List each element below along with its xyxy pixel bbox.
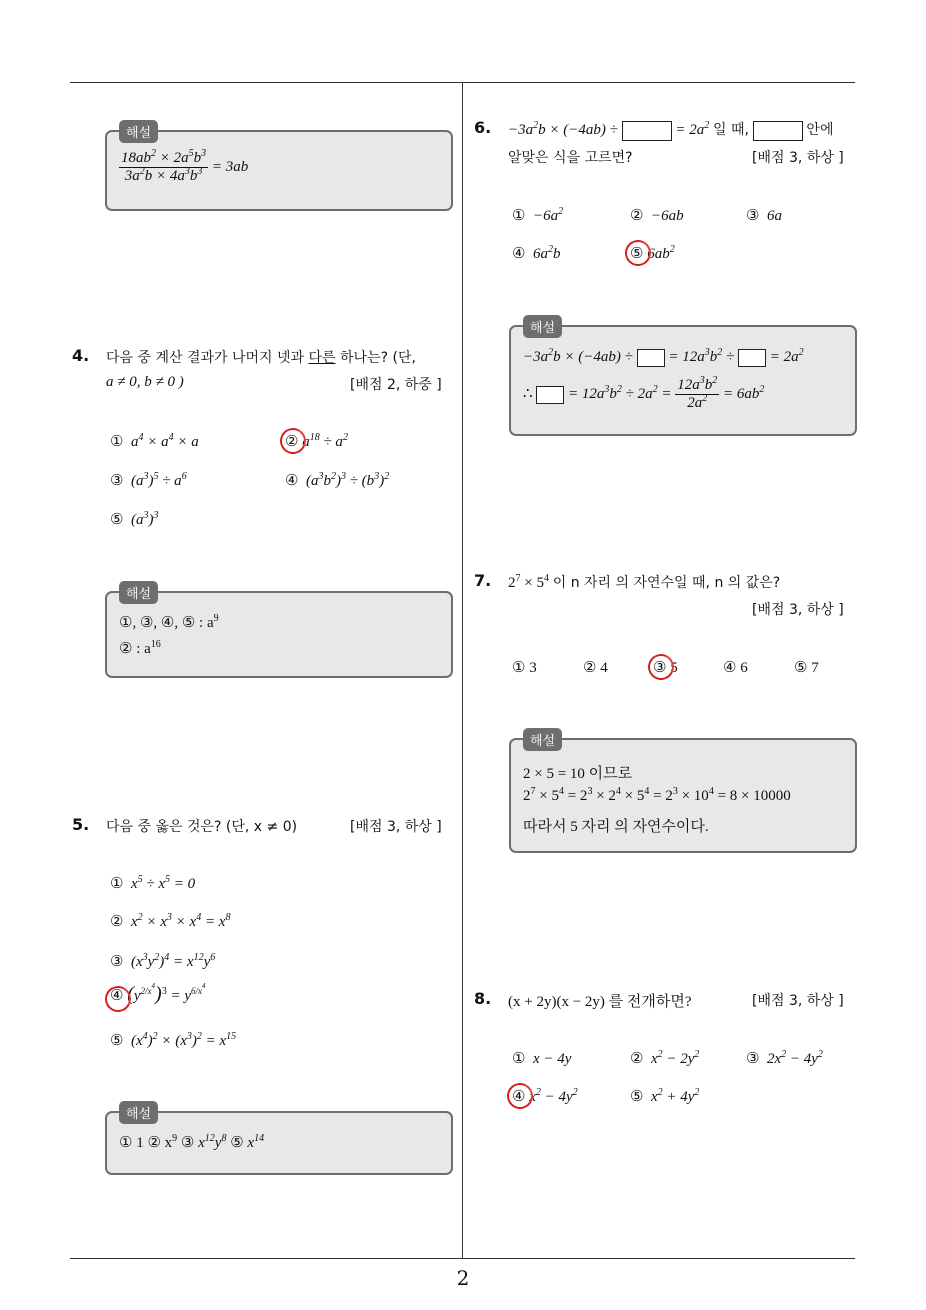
answer-mark: [276, 424, 309, 457]
page-number: 2: [456, 1266, 470, 1290]
q4-option-1[interactable]: ① $a^4 \times a^4 \times a$: [110, 432, 199, 450]
q7-question: $2^7 \times 5^4$ 이 n 자리 의 자연수일 때, n 의 값은?: [508, 573, 781, 591]
q5-option-5[interactable]: ⑤ $(x^4)^2 \times (x^3)^2 = x^{15}$: [110, 1031, 237, 1049]
q4-explanation-box: [105, 587, 453, 678]
q6-explanation-line-1: $-3a^2b \times (-4ab)$ ÷ = $12a^3b^2$ ÷ = $2a^2$: [523, 347, 804, 366]
q5-explanation-text: ① 1 ② $x^9$ ③ $x^{12}y^8$ ⑤ $x^{14}$: [119, 1133, 265, 1151]
q4-meta: [배점 2, 하중 ]: [350, 377, 442, 393]
q6-option-1[interactable]: ① $-6a^2$: [512, 206, 564, 224]
q6-option-2[interactable]: ② −6ab: [630, 208, 684, 224]
q8-option-3[interactable]: ③ $2x^2 - 4y^2$: [746, 1049, 823, 1067]
q7-option-1[interactable]: ① 3: [512, 660, 537, 676]
q4-number: 4.: [72, 346, 90, 365]
q6-explanation-box: [509, 321, 857, 436]
q4-explanation-line-2: ② : $a^{16}$: [119, 639, 161, 657]
q5-meta: [배점 3, 하상 ]: [350, 819, 442, 835]
q6-option-5[interactable]: ⑤ $6ab^2$: [630, 244, 675, 262]
q8-option-4[interactable]: ④ $x^2 - 4y^2$: [512, 1087, 578, 1105]
q5-option-4[interactable]: ④ $(y^{2/x^4})^3 = y^{6/x^4}$: [110, 982, 206, 1005]
bottom-rule: [70, 1258, 855, 1259]
q4-option-5[interactable]: ⑤ $(a^3)^3$: [110, 510, 159, 528]
answer-mark: [503, 1079, 536, 1112]
q7-explanation-line-2: $2^7 \times 5^4 = 2^3 \times 2^4 \times 5^4 = 2^3 \times 10^4 = 8 \times 10000$: [523, 786, 791, 804]
explanation-tab: 해설: [119, 120, 158, 143]
q4-explanation-line-1: ①, ③, ④, ⑤ : $a^9$: [119, 613, 219, 631]
q7-meta: [배점 3, 하상 ]: [752, 602, 844, 618]
q8-number: 8.: [474, 989, 492, 1008]
q7-number: 7.: [474, 571, 492, 590]
q6-option-3[interactable]: ③ 6a: [746, 208, 782, 224]
q8-question: (x + 2y)(x − 2y) 를 전개하면?: [508, 994, 692, 1010]
q3-explanation-formula: $\frac{18ab^2 \times 2a^5b^3}{3a^2b \times 4a^3b^3}$ = 3ab: [121, 148, 249, 184]
q4-option-4[interactable]: ④ $(a^3b^2)^3 \div (b^3)^2$: [285, 471, 390, 489]
q8-option-5[interactable]: ⑤ $x^2 + 4y^2$: [630, 1087, 700, 1105]
answer-blank: [753, 121, 803, 141]
q5-number: 5.: [72, 815, 90, 834]
q3-explanation-box: [105, 126, 453, 211]
q7-option-3[interactable]: ③ 5: [653, 660, 678, 676]
q6-number: 6.: [474, 118, 492, 137]
answer-blank: [738, 349, 766, 367]
explanation-tab: 해설: [119, 1101, 158, 1124]
explanation-tab: 해설: [523, 315, 562, 338]
q5-question: 다음 중 옳은 것은? (단, x ≠ 0): [106, 819, 298, 835]
q8-option-1[interactable]: ① x − 4y: [512, 1051, 572, 1067]
q7-option-2[interactable]: ② 4: [583, 660, 608, 676]
q4-option-2[interactable]: ② $a^{18} \div a^2$: [285, 432, 348, 450]
q8-meta: [배점 3, 하상 ]: [752, 993, 844, 1009]
q6-meta: [배점 3, 하상 ]: [752, 150, 844, 166]
q4-question: 다음 중 계산 결과가 나머지 넷과 다른 하나는? (단,: [106, 350, 416, 366]
q7-explanation-box: [509, 734, 857, 853]
q4-condition: a ≠ 0, b ≠ 0 ): [106, 374, 184, 390]
explanation-tab: 해설: [523, 728, 562, 751]
q5-option-3[interactable]: ③ $(x^3y^2)^4 = x^{12}y^6$: [110, 952, 216, 970]
q4-option-3[interactable]: ③ $(a^3)^5 \div a^6$: [110, 471, 187, 489]
answer-blank: [637, 349, 665, 367]
answer-blank: [536, 386, 564, 404]
q7-explanation-line-1: 2 × 5 = 10 이므로: [523, 766, 633, 782]
q6-question-line-2: 알맞은 식을 고르면?: [508, 150, 633, 166]
q5-option-1[interactable]: ① $x^5 \div x^5 = 0$: [110, 874, 196, 892]
q7-option-5[interactable]: ⑤ 7: [794, 660, 819, 676]
q6-explanation-line-2: ∴ = $12a^3b^2 \div 2a^2$ = $\frac{12a^3b^2}{2a^2}$ = $6ab^2$: [523, 375, 765, 411]
q5-explanation-box: [105, 1107, 453, 1175]
q7-option-4[interactable]: ④ 6: [723, 660, 748, 676]
answer-mark: [644, 650, 677, 683]
q5-option-2[interactable]: ② $x^2 \times x^3 \times x^4 = x^8$: [110, 912, 231, 930]
q6-question: $-3a^2b \times (-4ab)$ ÷ = $2a^2$ 일 때, 안에: [508, 119, 833, 141]
q6-option-4[interactable]: ④ $6a^2b$: [512, 244, 561, 262]
column-divider: [462, 83, 463, 1258]
q8-option-2[interactable]: ② $x^2 - 2y^2$: [630, 1049, 700, 1067]
answer-mark: [621, 236, 654, 269]
q7-explanation-line-3: 따라서 5 자리 의 자연수이다.: [523, 819, 709, 835]
answer-blank: [622, 121, 672, 141]
explanation-tab: 해설: [119, 581, 158, 604]
